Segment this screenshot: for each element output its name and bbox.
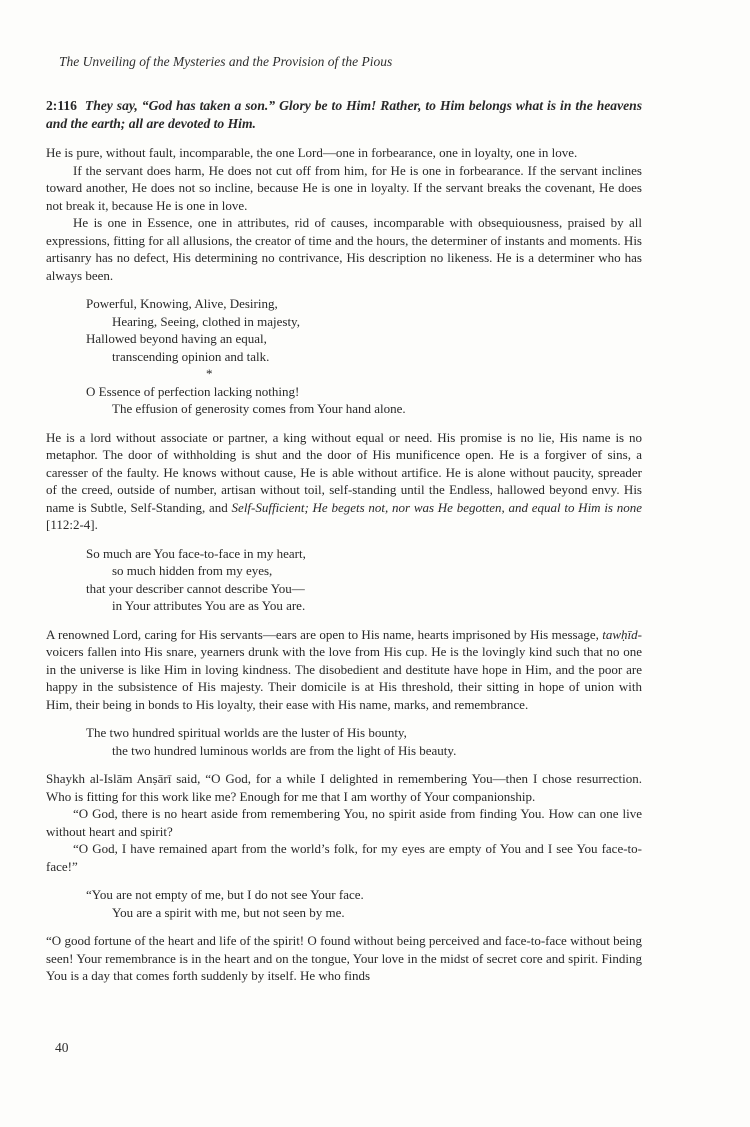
poem-line: Hallowed beyond having an equal, [86,331,267,346]
poem-line: the two hundred luminous worlds are from the light of His beauty. [112,742,457,758]
verse-text: They say, “God has taken a son.” Glory be to Him! Rather, to Him belongs what is in the heavens and the earth; all are devoted to Him. [46,98,643,131]
page-number: 40 [55,1040,69,1055]
body-text: “O good fortune of the heart and life of the spirit! O found without being perceived and face-to-face without being seen! Your remembrance is in the heart and on the tongue, Your love in the midst of secret core and spirit. Finding You is a day that comes forth suddenly by itself. He who finds [46,933,642,983]
page-content [46,97,642,985]
body-text: He is a lord without associate or partner, a king without equal or need. His promise is no lie, His name is no metaphor. The door of withholding is shut and the door of His munificence open. He is a forgiver of sins, a caresser of the faulty. He knows without cause, He is able without artifice. He is alone without paucity, spreader of the creed, outside of number, artisan without toil, self-standing until the Endless, hallowed beyond envy. His name is Subtle, Self-Standing, and [46,429,642,515]
paragraph [46,626,642,714]
paragraph [46,840,642,875]
body-text: -voicers fallen into His snare, yearners drunk with the love from His cup. He is the lovingly kind such that no one in the universe is like Him in loving kindness. The disobedient and destitute have hope in Him, and the poor are happy in the subsistence of His majesty. Their domicile is at His threshold, their sitting in hope of union with Him, their being in bonds to His loyalty, their ease with His name, marks, and remembrance. [46,626,642,712]
running-head: The Unveiling of the Mysteries and the Provision of the Pious [59,54,393,69]
poem [46,886,642,921]
paragraph [46,214,642,284]
poem-line: So much are You face-to-face in my heart, [86,545,306,561]
commentary-blocks [46,144,642,985]
body-text: A renowned Lord, caring for His servants—ears are open to His name, hearts imprisoned by His message, [46,626,603,642]
quran-verse [46,97,642,133]
paragraph [46,805,642,840]
body-text: [112:2-4]. [46,517,98,532]
italic-text: tawḥīd [602,626,638,642]
body-text: If the servant does harm, He does not cut off from him, for He is one in forbearance. If the servant inclines toward another, He does not so incline, because He is one in loyalty. If the servant breaks the covenant, He does not break it, because He is one in love. [46,162,642,213]
poem [46,295,642,418]
poem-line: that your describer cannot describe You— [86,580,305,596]
poem [46,545,642,615]
poem-line: The two hundred spiritual worlds are the luster of His bounty, [86,725,407,740]
poem-separator: * [206,366,213,381]
poem-line: “You are not empty of me, but I do not see Your face. [86,887,364,902]
poem-line: O Essence of perfection lacking nothing! [86,383,300,399]
body-text: Shaykh al-Islām Anṣārī said, “O God, for a while I delighted in remembering You—then I chose resurrection. Who is fitting for this work like me? Enough for me that I am worthy of Your companionship. [46,771,642,804]
paragraph [46,932,642,985]
body-text: He is pure, without fault, incomparable, the one Lord—one in forbearance, one in loyalty, one in love. [46,145,578,160]
poem-line: so much hidden from my eyes, [112,563,273,578]
poem-line: The effusion of generosity comes from Your hand alone. [112,401,406,416]
body-text: He is one in Essence, one in attributes, rid of causes, incomparable with obsequiousness, praised by all expressions, fitting for all allusions, the creator of time and the hours, the determiner of instants and moments. His artisanry has no defect, His determining no contrivance, His description no likeness. He is a determiner who has always been. [46,215,642,283]
paragraph [46,144,642,162]
poem [46,724,642,759]
paragraph [46,770,642,805]
paragraph [46,162,642,215]
poem-line: You are a spirit with me, but not seen by me. [112,904,345,920]
poem-line: in Your attributes You are as You are. [112,598,306,613]
poem-line: transcending opinion and talk. [112,348,270,364]
paragraph [46,429,642,534]
poem-line: Hearing, Seeing, clothed in majesty, [112,313,300,329]
body-text: “O God, there is no heart aside from remembering You, no spirit aside from finding You. How can one live without heart and spirit? [46,806,642,839]
body-text: “O God, I have remained apart from the world’s folk, for my eyes are empty of You and I see You face-to-face!” [46,841,642,874]
poem-line: Powerful, Knowing, Alive, Desiring, [86,296,278,311]
verse-spacer [77,98,85,113]
verse-reference: 2:116 [46,98,77,113]
italic-text: Self-Sufficient; He begets not, nor was He begotten, and equal to Him is none [231,499,643,515]
